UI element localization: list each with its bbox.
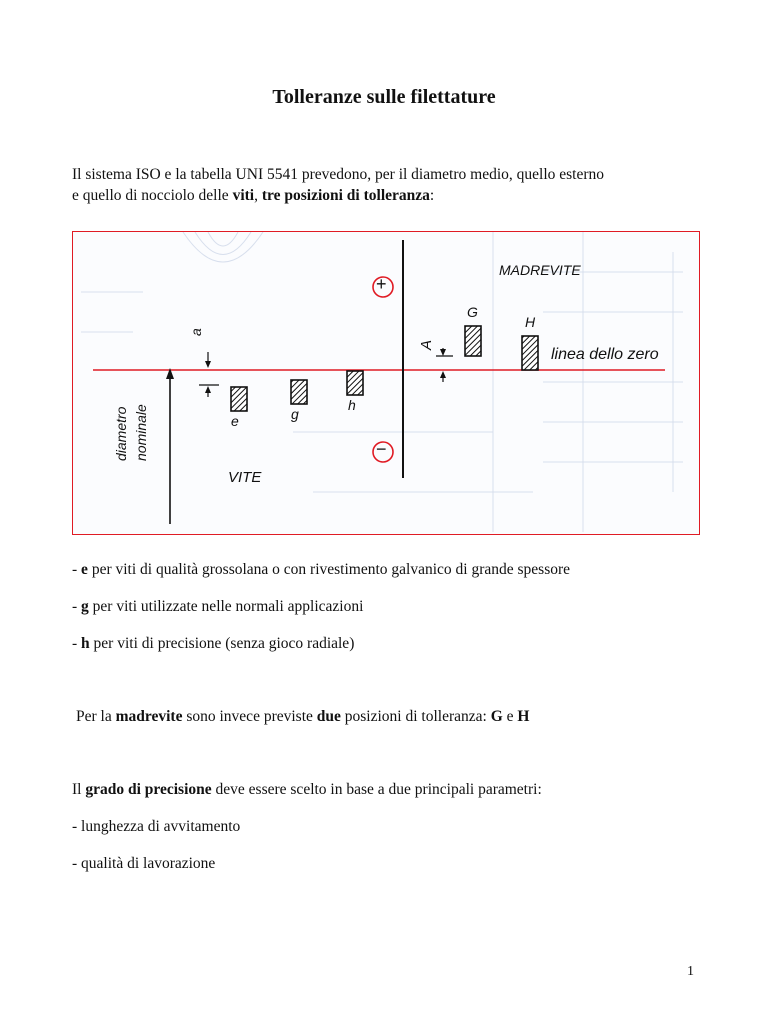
intro-line-2-suffix: : [429, 187, 435, 204]
nut-mid2: posizioni di tolleranza: [340, 708, 491, 725]
precision-item-1: - lunghezza di avvitamento [72, 818, 241, 835]
list-item-h-bold: h [81, 635, 90, 652]
minus-sign: − [376, 439, 387, 459]
tolerance-diagram [72, 231, 700, 535]
intro-line-2-mid: , [254, 187, 262, 204]
list-item-g-bold: g [81, 598, 89, 615]
label-H: H [525, 314, 536, 330]
big-a-label: A [418, 339, 435, 350]
list-item-h-text: per viti di precisione (senza gioco radiale) [89, 635, 355, 652]
label-e: e [231, 413, 239, 429]
tolerance-box-h [347, 371, 363, 395]
tolerance-box-g [291, 380, 307, 404]
label-G: G [467, 304, 478, 320]
intro-paragraph [72, 164, 712, 206]
diameter-label: diametro [113, 406, 129, 461]
list-item-g-text: per viti utilizzate nelle normali applicazioni [88, 598, 364, 615]
precision-bold: grado di precisione [85, 781, 212, 798]
precision-paragraph [72, 779, 712, 800]
list-item-h: - h per viti di precisione (senza gioco radiale) [72, 635, 355, 652]
page-title: Tolleranze sulle filettature [272, 86, 496, 108]
precision-item-2: - qualità di lavorazione [72, 855, 216, 872]
nut-madrevite: madrevite [115, 708, 183, 725]
intro-line-2-prefix: e quello di nocciolo delle [72, 187, 233, 204]
nominal-label: nominale [133, 404, 149, 461]
small-a-label: a [188, 328, 204, 336]
nut-paragraph [76, 706, 716, 727]
zero-line-label: linea dello zero [551, 346, 659, 363]
vite-label: VITE [228, 469, 262, 486]
tolerance-box-H [522, 336, 538, 370]
nut-mid: sono invece previste [182, 708, 317, 725]
madrevite-label: MADREVITE [499, 262, 581, 278]
list-item-e-bold: e [81, 561, 88, 578]
tolerance-box-G [465, 326, 481, 356]
intro-tre-posizioni: tre posizioni di tolleranza [261, 187, 430, 204]
intro-viti: viti [232, 187, 255, 204]
list-item-g: - g per viti utilizzate nelle normali applicazioni [72, 598, 364, 615]
plus-sign: + [376, 274, 387, 294]
nut-G: G [490, 708, 503, 725]
nut-prefix: Per la [76, 708, 116, 725]
tolerance-box-e [231, 387, 247, 411]
precision-suffix: deve essere scelto in base a due principali parametri: [211, 781, 542, 798]
page-number: 1 [687, 964, 694, 979]
intro-line-1: Il sistema ISO e la tabella UNI 5541 prevedono, per il diametro medio, quello esterno [72, 166, 605, 183]
label-g: g [291, 406, 299, 422]
list-item-e-text: per viti di qualità grossolana o con rivestimento galvanico di grande spessore [87, 561, 571, 578]
label-h: h [348, 397, 356, 413]
nut-H: H [517, 708, 530, 725]
precision-prefix: Il [72, 781, 86, 798]
nut-and: e [502, 708, 518, 725]
nut-due: due [316, 708, 341, 725]
list-item-e: - e per viti di qualità grossolana o con rivestimento galvanico di grande spessore [72, 561, 571, 578]
